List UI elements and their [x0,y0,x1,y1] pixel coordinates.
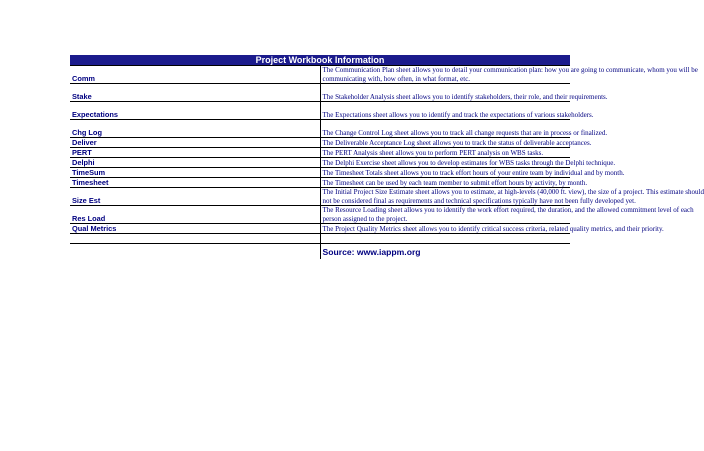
sheet-name: Deliver [70,138,320,148]
description-line: The Delphi Exercise sheet allows you to develop estimates for WBS tasks through the Delphi technique. [322,158,616,167]
table-row [70,206,570,224]
description-line: The Deliverable Acceptance Log sheet allows you to track the status of deliverable acceptances. [322,138,592,147]
description-line: communicating with, how often, in what format, etc. [322,74,471,83]
description-line: not be considered final as requirements and technical specifications typically have not been fully developed yet. [322,196,636,205]
sheet-name: Expectations [70,102,320,120]
table-row [70,120,570,138]
table-row [70,224,570,234]
empty-cell [320,234,570,244]
table-row [70,178,570,188]
table-row [70,102,570,120]
description-line: The Communication Plan sheet allows you to detail your communication plan: how you are going to communicate, whom you will be [322,66,698,74]
description-line: person assigned to the project. [322,214,408,223]
description-line: The Expectations sheet allows you to identify and track the expectations of various stakeholders. [322,110,594,119]
description-line: The Stakeholder Analysis sheet allows you to identify stakeholders, their role, and their requirements. [322,92,608,101]
table-header-row [70,55,570,66]
sheet-description [320,224,664,234]
sheet-description [320,84,608,102]
description-line: The Timesheet can be used by each team member to submit effort hours by activity, by month. [322,178,588,187]
description-line: The Change Control Log sheet allows you to track all change requests that are in process or finalized. [322,128,608,137]
sheet-description [320,66,698,84]
sheet-name: Delphi [70,158,320,168]
description-line: The Resource Loading sheet allows you to identify the work effort required, the duration, and the allowed commitment level of each [322,206,694,214]
sheet-name: Size Est [70,188,320,206]
sheet-description [320,178,588,188]
workbook-info-table [70,55,704,259]
source-row [70,244,570,260]
table-row [70,168,570,178]
sheet-name: Chg Log [70,120,320,138]
sheet-description [320,120,608,138]
description-line: The Initial Project Size Estimate sheet allows you to estimate, at high-levels (40,000 ft. view), the size of a project. This estimate should [322,188,704,196]
table-row [70,84,570,102]
description-line: The Project Quality Metrics sheet allows you to identify critical success criteria, related quality metrics, and their priority. [322,224,664,233]
table-row [70,138,570,148]
sheet-name: Timesheet [70,178,320,188]
sheet-description [320,206,694,224]
sheet-name: Stake [70,84,320,102]
source-text: Source: www.iappm.org [322,246,421,257]
empty-cell [70,234,320,244]
sheet-description [320,168,625,178]
sheet-name: TimeSum [70,168,320,178]
sheet-description [320,148,570,158]
table-row [70,66,570,84]
table-row [70,158,570,168]
empty-cell [70,244,320,260]
sheet-description [320,158,616,168]
sheet-description [320,102,594,120]
sheet-name: PERT [70,148,320,158]
table-row [70,148,570,158]
blank-row [70,234,570,244]
sheet-name: Comm [70,66,320,84]
table-body [70,55,704,259]
description-line: The PERT Analysis sheet allows you to perform PERT analysis on WBS tasks. [322,148,544,157]
sheet-name: Res Load [70,206,320,224]
description-line: The Timesheet Totals sheet allows you to track effort hours of your entire team by individual and by month. [322,168,625,177]
sheet-description [320,188,704,206]
sheet-description [320,138,592,148]
table-row [70,188,570,206]
sheet-name: Qual Metrics [70,224,320,234]
table-title: Project Workbook Information [70,55,570,66]
